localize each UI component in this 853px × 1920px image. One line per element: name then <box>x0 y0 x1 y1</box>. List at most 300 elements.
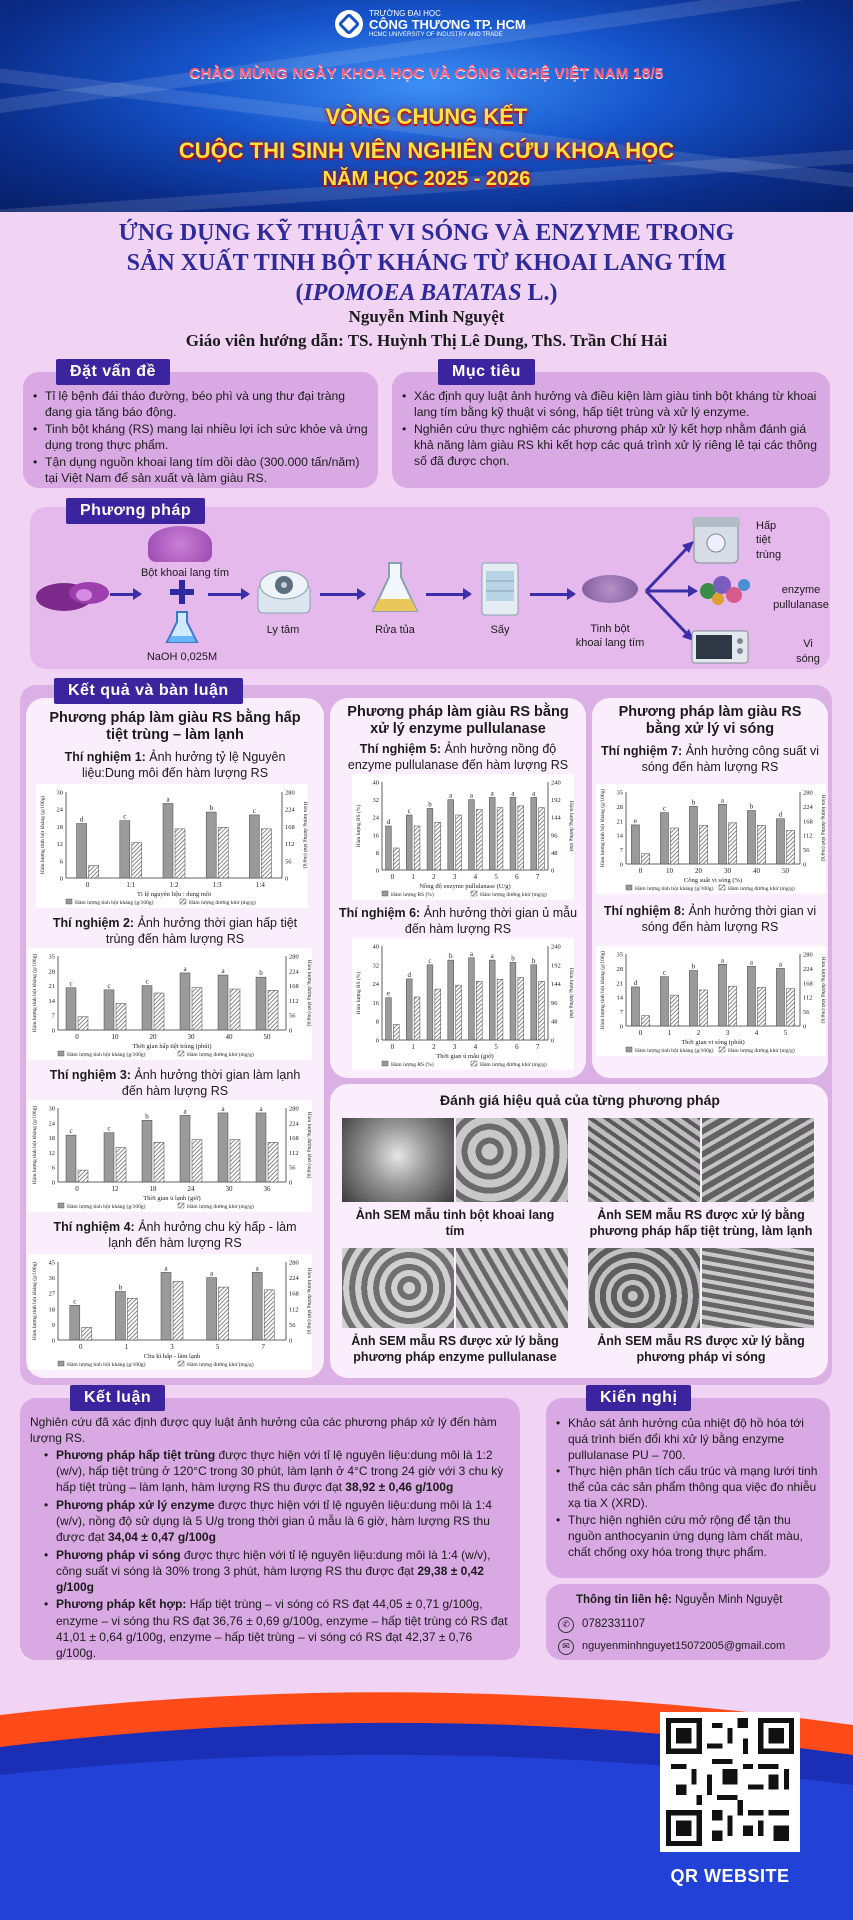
significance-label: a <box>449 791 453 800</box>
x-tick-label: 4 <box>754 1029 759 1037</box>
bar-reducing-sugar <box>435 822 441 870</box>
arrow-icon <box>110 593 140 596</box>
x-tick-label: 1:3 <box>212 881 222 889</box>
y2-tick-label: 0 <box>285 875 289 883</box>
y-tick-label: 14 <box>48 997 55 1005</box>
exp7-caption: Thí nghiệm 7: Ảnh hưởng công suất vi sóng đến hàm lượng RS <box>600 744 820 774</box>
bar-reducing-sugar <box>671 995 679 1026</box>
x-tick-label: 0 <box>75 1033 79 1041</box>
y2-axis-label: Hàm lượng đường khử (mg/g) <box>302 801 308 869</box>
bar-rs <box>406 815 412 870</box>
bar-reducing-sugar <box>78 1017 88 1030</box>
y-tick-label: 21 <box>616 980 623 988</box>
y2-tick-label: 96 <box>551 832 558 840</box>
significance-label: c <box>69 979 73 988</box>
legend-label: Hàm lượng tinh bột kháng (g/100g) <box>635 1048 714 1054</box>
y-tick-label: 21 <box>48 983 55 991</box>
significance-label: d <box>386 818 391 826</box>
bar-reducing-sugar <box>261 829 271 878</box>
flask-icon <box>164 610 200 646</box>
bar-reducing-sugar <box>518 977 524 1040</box>
x-tick-label: 2 <box>696 1029 701 1037</box>
university-logo <box>335 10 526 38</box>
y-tick-label: 16 <box>372 999 379 1007</box>
bar-rs <box>104 1133 114 1182</box>
powder-icon <box>148 526 212 562</box>
evaluation-heading: Đánh giá hiệu quả của từng phương pháp <box>440 1092 720 1108</box>
x-tick-label: 40 <box>753 867 760 875</box>
legend-label: Hàm lượng đường khử (mg/g) <box>187 1362 254 1368</box>
x-tick-label: 24 <box>187 1185 195 1193</box>
bar-rs <box>406 979 412 1040</box>
x-tick-label: 1 <box>411 873 415 881</box>
exp5-caption: Thí nghiệm 5: Ảnh hưởng nồng độ enzyme pullulanase đến hàm lượng RS <box>347 742 569 772</box>
bar-reducing-sugar <box>154 1142 164 1182</box>
y-tick-label: 18 <box>56 823 63 831</box>
x-tick-label: 10 <box>111 1033 119 1041</box>
bar-reducing-sugar <box>539 808 545 870</box>
problem-item: • Tận dụng nguồn khoai lang tím dồi dào (300.000 tấn/năm) tại Việt Nam để sản xuất và làm giàu RS. <box>31 454 371 486</box>
chart-exp7 <box>596 784 826 894</box>
bar-reducing-sugar <box>268 1142 278 1182</box>
bar-rs <box>689 806 697 864</box>
sweet-potato-icon <box>34 575 112 615</box>
x-tick-label: 1:2 <box>169 881 179 889</box>
bar-reducing-sugar <box>230 1140 240 1182</box>
y2-axis-label: Hàm lượng đường khử (mg/g) <box>306 1267 312 1335</box>
significance-label: b <box>145 1112 149 1121</box>
x-tick-label: 12 <box>111 1185 119 1193</box>
x-tick-label: 0 <box>85 881 90 889</box>
bar-rs <box>252 1272 262 1340</box>
y2-tick-label: 56 <box>289 1321 296 1329</box>
significance-label: a <box>255 1264 259 1273</box>
legend-swatch <box>180 899 186 904</box>
y2-tick-label: 168 <box>803 818 813 826</box>
y2-axis-label: Hàm lượng đường khử (mg/g) <box>820 794 826 862</box>
enzyme-icon <box>694 571 754 611</box>
significance-label: b <box>428 800 432 809</box>
x-tick-label: 3 <box>725 1029 730 1037</box>
bar-rs <box>66 988 76 1030</box>
bar-rs <box>115 1291 125 1340</box>
significance-label: b <box>531 956 536 965</box>
sem-caption-starch: Ảnh SEM mẫu tinh bột khoai lang tím <box>355 1208 555 1238</box>
legend-label: Hàm lượng đường khử (mg/g) <box>189 900 256 906</box>
legend-label: Hàm lượng RS (%) <box>391 892 434 898</box>
y2-tick-label: 56 <box>803 847 810 855</box>
bar-reducing-sugar <box>218 827 228 878</box>
bar-rs <box>776 968 784 1026</box>
significance-label: a <box>221 1104 225 1113</box>
bar-reducing-sugar <box>393 848 399 870</box>
sem-caption-microwave: Ảnh SEM mẫu RS được xử lý bằng phương pháp vi sóng <box>597 1334 805 1364</box>
y2-tick-label: 168 <box>289 983 299 991</box>
bar-reducing-sugar <box>787 831 795 864</box>
y2-tick-label: 240 <box>551 943 561 951</box>
arrow-icon <box>208 593 248 596</box>
y2-axis-label: Hàm lượng đường khử <box>568 967 574 1019</box>
y-tick-label: 40 <box>372 779 379 787</box>
bar-rs <box>747 966 755 1026</box>
y2-tick-label: 224 <box>803 965 813 973</box>
bar-reducing-sugar <box>700 990 708 1026</box>
y-tick-label: 28 <box>48 968 55 976</box>
bar-rs <box>206 812 216 878</box>
y-axis-label: Hàm lượng tinh bột kháng (g/100g) <box>32 953 38 1033</box>
erlenmeyer-icon <box>370 561 420 617</box>
exp2-caption: Thí nghiệm 2: Ảnh hưởng thời gian hấp tiệt trùng đến hàm lượng RS <box>52 916 298 946</box>
bar-rs <box>180 1115 190 1182</box>
problem-heading: Đặt vấn đề <box>56 359 170 385</box>
legend-swatch <box>58 1203 64 1208</box>
y2-tick-label: 112 <box>803 832 813 840</box>
enzyme-label: enzyme pullulanase <box>773 584 829 611</box>
bar-rs <box>689 970 697 1026</box>
bar-reducing-sugar <box>192 1140 202 1182</box>
bar-rs <box>469 800 475 870</box>
bar-reducing-sugar <box>456 985 462 1040</box>
x-axis-label: Công suất vi sóng (%) <box>683 877 743 884</box>
bar-reducing-sugar <box>173 1282 183 1341</box>
bar-rs <box>386 998 392 1040</box>
legend-swatch <box>626 885 632 890</box>
y-axis-label: Hàm lượng tinh bột kháng (g/100g) <box>32 1261 38 1341</box>
bar-rs <box>660 813 668 864</box>
x-tick-label: 36 <box>263 1185 271 1193</box>
bar-rs <box>207 1278 217 1340</box>
bar-reducing-sugar <box>539 981 545 1040</box>
x-tick-label: 3 <box>452 1043 457 1051</box>
legend-label: Hàm lượng đường khử (mg/g) <box>480 892 547 898</box>
autoclave-icon <box>690 511 742 565</box>
significance-label: a <box>164 1264 168 1273</box>
arrow-icon <box>320 593 364 596</box>
contact-email: nguyenminhnguyet15072005@gmail.com <box>582 1640 786 1652</box>
recommendation-item: • Thực hiện phân tích cấu trúc và mạng lưới tinh thể của các sản phẩm thông qua việc đo nhiễu xạ tia X (XRD). <box>554 1464 824 1511</box>
y2-axis-label: Hàm lượng đường khử (mg/g) <box>820 956 826 1024</box>
significance-label: a <box>469 949 474 958</box>
col1-heading: Phương pháp làm giàu RS bằng hấp tiệt trùng – làm lạnh <box>49 710 301 744</box>
objective-panel <box>392 372 830 488</box>
bar-reducing-sugar <box>192 988 202 1030</box>
y2-tick-label: 280 <box>289 1259 299 1267</box>
y2-tick-label: 112 <box>289 1149 299 1157</box>
col2-heading: Phương pháp làm giàu RS bằng xử lý enzyme pullulanase <box>347 704 569 738</box>
legend-label: Hàm lượng đường khử (mg/g) <box>480 1062 547 1068</box>
conclusion-item: • Phương pháp vi sóng được thực hiện với tỉ lệ nguyên liệu:dung môi là 1:4 (w/v), công suất vi sóng là 30% trong 3 phút, hàm lượng RS thu được đạt 29,38 ± 0,42 g/100g <box>42 1547 512 1596</box>
legend-swatch <box>66 899 72 904</box>
x-tick-label: 20 <box>695 867 702 875</box>
y2-tick-label: 168 <box>803 980 813 988</box>
logo-school-en: HCMC UNIVERSITY OF INDUSTRY AND TRADE <box>369 32 503 39</box>
y2-tick-label: 280 <box>289 953 299 961</box>
x-tick-label: 1 <box>124 1343 129 1351</box>
y-axis-label: Hàm lượng tinh bột kháng (g/100g) <box>32 1105 38 1185</box>
y-tick-label: 7 <box>619 1009 623 1017</box>
bar-rs <box>531 965 537 1040</box>
y-tick-label: 8 <box>375 849 379 857</box>
y-tick-label: 27 <box>48 1290 55 1298</box>
x-axis-label: Nồng độ enzyme pullulanase (U/g) <box>419 883 511 890</box>
bar-reducing-sugar <box>435 989 441 1040</box>
bar-reducing-sugar <box>230 989 240 1030</box>
bar-rs <box>218 1113 228 1182</box>
x-tick-label: 0 <box>75 1185 79 1193</box>
y-tick-label: 14 <box>616 994 623 1002</box>
significance-label: d <box>633 978 638 987</box>
significance-label: b <box>511 954 515 963</box>
x-tick-label: 1 <box>411 1043 415 1051</box>
bar-rs <box>427 808 433 870</box>
x-tick-label: 0 <box>638 867 643 875</box>
contest-title: CUỘC THI SINH VIÊN NGHIÊN CỨU KHOA HỌC <box>178 138 675 163</box>
bar-reducing-sugar <box>671 828 679 864</box>
significance-label: b <box>259 969 263 978</box>
x-tick-label: 2 <box>432 1043 436 1051</box>
significance-label: d <box>79 815 84 824</box>
significance-label: c <box>73 1297 77 1306</box>
recommendation-panel <box>546 1398 830 1578</box>
bar-rs <box>660 977 668 1026</box>
x-axis-label: Thời gian ủ lạnh (giờ) <box>143 1195 201 1202</box>
x-tick-label: 0 <box>79 1343 83 1351</box>
qr-code[interactable] <box>660 1712 800 1852</box>
y2-tick-label: 56 <box>803 1009 810 1017</box>
y2-tick-label: 0 <box>551 1037 555 1045</box>
sem-image <box>702 1118 814 1202</box>
step-label: Sấy <box>490 624 510 636</box>
y-tick-label: 14 <box>616 832 623 840</box>
y2-tick-label: 168 <box>289 1290 299 1298</box>
recommendation-item: • Khảo sát ảnh hưởng của nhiệt độ hồ hóa tới quá trình biến đổi khi xử lý bằng enzyme pullulanase PU – 700. <box>554 1416 824 1463</box>
bar-rs <box>718 964 726 1026</box>
sem-image <box>456 1118 568 1202</box>
legend-label: Hàm lượng tinh bột kháng (g/100g) <box>67 1204 146 1210</box>
recommendation-heading: Kiến nghị <box>586 1385 691 1411</box>
step-label: Ly tâm <box>266 624 300 636</box>
exp3-caption: Thí nghiệm 3: Ảnh hưởng thời gian làm lạnh đến hàm lượng RS <box>49 1068 301 1098</box>
y2-axis-label: Hàm lượng đường khử <box>568 800 574 852</box>
significance-label: a <box>532 789 536 798</box>
x-tick-label: 2 <box>432 873 436 881</box>
sem-image <box>342 1118 454 1202</box>
bar-reducing-sugar <box>476 981 482 1040</box>
y-tick-label: 0 <box>619 861 623 869</box>
significance-label: c <box>107 981 111 990</box>
y-tick-label: 32 <box>372 962 379 970</box>
bar-reducing-sugar <box>82 1327 92 1340</box>
significance-label: c <box>123 812 127 821</box>
bar-rs <box>142 986 152 1030</box>
y2-tick-label: 0 <box>803 1023 807 1031</box>
y-axis-label: Hàm lượng tinh bột kháng (g/100g) <box>600 788 606 868</box>
conclusion-heading: Kết luận <box>70 1385 165 1411</box>
recommendation-item: • Thực hiện nghiên cứu mở rộng để tận thu nguồn anthocyanin ứng dụng làm chất màu, chất chống oxy hóa trong thực phẩm. <box>554 1513 824 1560</box>
y-axis-label: Hàm lượng tinh bột kháng (g/100g) <box>600 950 606 1030</box>
y-tick-label: 35 <box>616 789 623 797</box>
x-axis-label: Thời gian hấp tiệt trùng (phút) <box>132 1043 212 1050</box>
x-axis-label: Chu kì hấp - làm lạnh <box>143 1353 201 1360</box>
x-tick-label: 1:1 <box>126 881 136 889</box>
significance-label: a <box>490 789 494 798</box>
y-tick-label: 36 <box>48 1275 55 1283</box>
legend-label: Hàm lượng đường khử (mg/g) <box>187 1052 254 1058</box>
bar-rs <box>256 1113 266 1182</box>
bar-reducing-sugar <box>414 997 420 1040</box>
y2-tick-label: 224 <box>289 968 299 976</box>
y2-tick-label: 144 <box>551 814 561 822</box>
final-round-text: VÒNG CHUNG KẾT <box>325 104 528 129</box>
bar-reducing-sugar <box>175 829 185 878</box>
x-tick-label: 1 <box>667 1029 672 1037</box>
bar-rs <box>142 1120 152 1182</box>
legend-swatch <box>58 1051 64 1056</box>
significance-label: c <box>252 806 256 815</box>
conclusion-item: • Phương pháp xử lý enzyme được thực hiện với tỉ lệ nguyên liệu:dung môi là 1:4 (w/v), nồng độ sử dụng là 5 U/g trong thời gian ủ mẫu là 6 giờ, hàm lượng RS thu được đạt 34,04 ± 0,47 g/100g <box>42 1497 512 1546</box>
y-tick-label: 30 <box>48 1105 55 1113</box>
x-axis-label: Tỉ lệ nguyên liệu : dung môi <box>136 891 212 898</box>
x-tick-label: 6 <box>515 873 519 881</box>
centrifuge-icon <box>256 567 312 615</box>
academic-year: NĂM HỌC 2025 - 2026 <box>322 168 531 190</box>
exp4-caption: Thí nghiệm 4: Ảnh hưởng chu kỳ hấp - làm lạnh đến hàm lượng RS <box>53 1220 297 1250</box>
legend-label: Hàm lượng đường khử (mg/g) <box>728 886 795 892</box>
exp1-caption: Thí nghiệm 1: Ảnh hưởng tỷ lệ Nguyên liệu:Dung môi đến hàm lượng RS <box>64 750 286 780</box>
objective-item: • Xác định quy luật ảnh hưởng và điều kiện làm giàu tinh bột kháng từ khoai lang tím bằng kỹ thuật vi sóng, hấp tiệt trùng và xử lý enzyme. <box>400 388 822 420</box>
bar-reducing-sugar <box>89 866 99 878</box>
y-tick-label: 24 <box>372 814 379 822</box>
y-tick-label: 12 <box>48 1149 55 1157</box>
y-tick-label: 0 <box>375 867 379 875</box>
bar-reducing-sugar <box>393 1024 399 1040</box>
y2-tick-label: 0 <box>289 1179 293 1187</box>
y2-tick-label: 48 <box>551 1018 558 1026</box>
naoh-label: NaOH 0,025M <box>146 651 218 663</box>
y-tick-label: 7 <box>51 1012 55 1020</box>
y-tick-label: 30 <box>56 789 63 797</box>
starch-powder-icon <box>582 575 638 603</box>
bar-rs <box>489 960 495 1040</box>
significance-label: a <box>210 1269 214 1278</box>
bar-rs <box>448 800 454 870</box>
chart-exp1 <box>36 784 308 908</box>
col3-heading: Phương pháp làm giàu RS bằng xử lý vi sóng <box>618 704 802 738</box>
y2-tick-label: 224 <box>803 803 813 811</box>
y-tick-label: 0 <box>375 1037 379 1045</box>
significance-label: a <box>259 1104 263 1113</box>
y2-tick-label: 224 <box>285 806 295 814</box>
significance-label: c <box>407 807 411 815</box>
y2-tick-label: 280 <box>803 789 813 797</box>
bar-reducing-sugar <box>116 1004 126 1030</box>
chart-exp2 <box>28 948 312 1060</box>
arrow-icon <box>426 593 470 596</box>
sem-image <box>456 1248 568 1328</box>
legend-label: Hàm lượng tinh bột kháng (g/100g) <box>635 886 714 892</box>
significance-label: a <box>490 952 494 961</box>
y-tick-label: 0 <box>51 1337 55 1345</box>
bar-rs <box>161 1272 171 1340</box>
y2-tick-label: 168 <box>289 1135 299 1143</box>
qr-code-icon <box>666 1718 794 1846</box>
y-tick-label: 40 <box>372 943 379 951</box>
y-tick-label: 24 <box>56 806 63 814</box>
objective-heading: Mục tiêu <box>438 359 535 385</box>
autoclave-label: Hấp tiệt trùng <box>756 520 782 561</box>
sem-image <box>342 1248 454 1328</box>
y-tick-label: 0 <box>51 1027 55 1035</box>
bar-reducing-sugar <box>116 1148 126 1182</box>
significance-label: d <box>778 810 783 819</box>
bar-rs <box>256 977 266 1030</box>
y-tick-label: 7 <box>619 847 623 855</box>
y-tick-label: 32 <box>372 797 379 805</box>
arrow-icon <box>530 593 574 596</box>
bar-reducing-sugar <box>476 810 482 871</box>
legend-label: Hàm lượng tinh bột kháng (g/100g) <box>67 1052 146 1058</box>
legend-label: Hàm lượng tinh bột kháng (g/100g) <box>75 900 154 906</box>
bar-reducing-sugar <box>642 1016 650 1026</box>
bar-rs <box>66 1135 76 1182</box>
y-tick-label: 35 <box>48 953 55 961</box>
significance-label: a <box>749 958 753 967</box>
y2-tick-label: 56 <box>285 858 292 866</box>
significance-label: c <box>662 968 666 977</box>
y2-tick-label: 0 <box>289 1337 293 1345</box>
bar-reducing-sugar <box>729 986 737 1026</box>
qr-website-label: QR WEBSITE <box>670 1866 790 1886</box>
x-tick-label: 3 <box>170 1343 174 1351</box>
bar-reducing-sugar <box>132 843 142 878</box>
significance-label: e <box>633 816 637 825</box>
y2-tick-label: 280 <box>803 951 813 959</box>
y2-tick-label: 0 <box>803 861 807 869</box>
bar-rs <box>180 973 190 1030</box>
bar-reducing-sugar <box>127 1298 137 1340</box>
bar-rs <box>631 825 639 864</box>
conclusion-item: • Phương pháp kết hợp: Hấp tiệt trùng – vi sóng có RS đạt 44,05 ± 0,71 g/100g, enzyme – vi sóng thu RS đạt 36,76 ± 0,69 g/100g, enzyme – hấp tiệt trùng có RS đạt 41,01 ± 0,64 g/100g, enzyme – hấp tiệt trùng – vi sóng có RS đạt 42,37 ± 0,76 g/100g. <box>42 1596 512 1661</box>
problem-panel <box>23 372 378 488</box>
y-tick-label: 28 <box>616 965 623 973</box>
x-tick-label: 6 <box>515 1043 519 1051</box>
x-axis-label: Thời gian ủ mẫu (giờ) <box>436 1053 494 1060</box>
y2-tick-label: 112 <box>289 997 299 1005</box>
poster-title-line3: (IPOMOEA BATATAS L.) <box>295 280 558 306</box>
bar-reducing-sugar <box>787 989 795 1026</box>
bar-reducing-sugar <box>758 987 766 1026</box>
bar-reducing-sugar <box>414 826 420 870</box>
legend-label: Hàm lượng đường khử (mg/g) <box>728 1048 795 1054</box>
significance-label: e <box>386 989 391 998</box>
x-tick-label: 5 <box>783 1029 788 1037</box>
x-tick-label: 0 <box>390 1043 395 1051</box>
bar-rs <box>531 797 537 870</box>
significance-label: b <box>209 804 213 813</box>
significance-label: a <box>778 960 782 969</box>
y-tick-label: 8 <box>375 1018 379 1026</box>
y-tick-label: 6 <box>59 858 63 866</box>
y-tick-label: 28 <box>616 803 623 811</box>
welcome-text: CHÀO MỪNG NGÀY KHOA HỌC VÀ CÔNG NGHỆ VIỆT NAM 18/5 <box>189 65 664 82</box>
y-axis-label: Hàm lượng tinh bột kháng (g/100g) <box>40 795 46 875</box>
conclusion-intro: Nghiên cứu đã xác định được quy luật ảnh hưởng của các phương pháp xử lý đến hàm lượng RS. <box>30 1415 497 1446</box>
significance-label: c <box>69 1127 73 1136</box>
significance-label: c <box>662 804 666 813</box>
conclusion-panel <box>20 1398 520 1660</box>
x-tick-label: 1:4 <box>255 881 265 889</box>
poster-title-line2: SẢN XUẤT TINH BỘT KHÁNG TỪ KHOAI LANG TÍM <box>126 250 727 276</box>
